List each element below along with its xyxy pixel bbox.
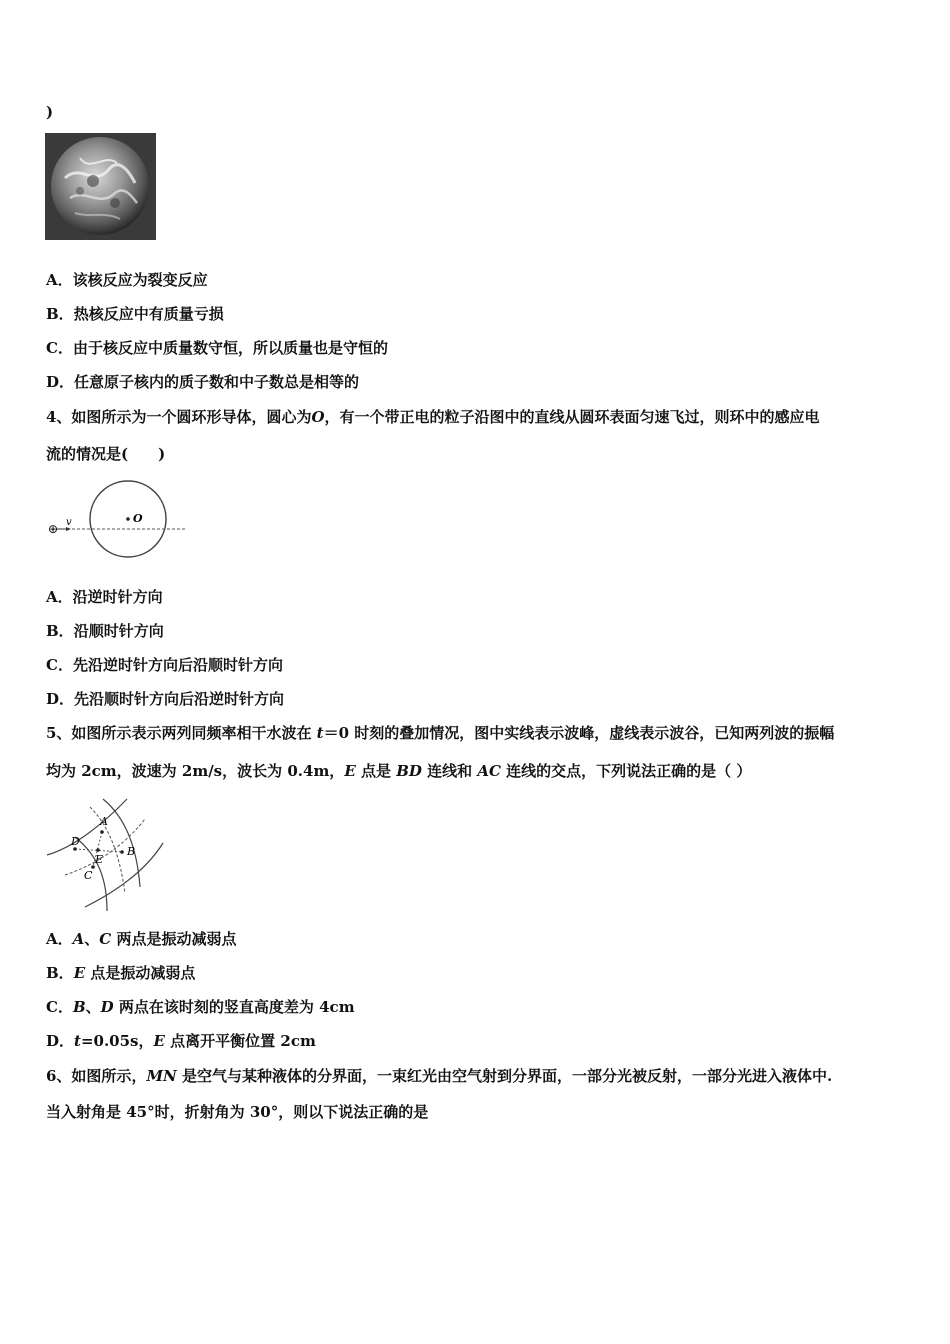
q3-option-c: C．由于核反应中质量数守恒，所以质量也是守恒的: [46, 339, 388, 357]
label-d: D: [71, 835, 80, 848]
q5-option-a: A．A、C 两点是振动减弱点: [46, 930, 237, 948]
q5-option-b: B．E 点是振动减弱点: [46, 964, 196, 982]
q6-stem-line1: 6、如图所示，MN 是空气与某种液体的分界面，一束红光由空气射到分界面，一部分光被反射，一部分光进入液体中.: [46, 1067, 833, 1085]
q5-stem-line2: 均为 2cm，波速为 2m/s，波长为 0.4m，E 点是 BD 连线和 AC 连线的交点，下列说法正确的是（ ）: [46, 762, 752, 780]
q6-stem-line2: 当入射角是 45°时，折射角为 30°，则以下说法正确的是: [46, 1103, 429, 1121]
label-e: E: [95, 853, 104, 866]
point-b: [120, 850, 124, 854]
q4-option-a: A．沿逆时针方向: [46, 588, 163, 606]
q4-stem-line2: 流的情况是( ): [46, 445, 166, 463]
label-c: C: [84, 869, 93, 882]
q4-stem-line1: 4、如图所示为一个圆环形导体，圆心为O，有一个带正电的粒子沿图中的直线从圆环表面匀速飞过，则环中的感应电: [46, 408, 820, 426]
particle-symbol: ⊕: [48, 522, 59, 536]
q4-option-b: B．沿顺时针方向: [46, 622, 164, 640]
q3-option-b: B．热核反应中有质量亏损: [46, 305, 224, 323]
center-dot: [126, 517, 130, 521]
sun-image: [45, 133, 156, 240]
label-b: B: [127, 845, 136, 858]
q3-option-a: A．该核反应为裂变反应: [46, 271, 208, 289]
center-label: O: [133, 512, 143, 525]
q4-ring-figure: [45, 478, 190, 564]
point-a: [100, 830, 104, 834]
question-fragment: ): [46, 103, 54, 121]
q5-option-d: D．t=0.05s，E 点离开平衡位置 2cm: [46, 1032, 316, 1050]
velocity-label: v: [66, 517, 72, 528]
q5-option-c: C．B、D 两点在该时刻的竖直高度差为 4cm: [46, 998, 355, 1016]
q5-wave-figure: [45, 797, 167, 917]
label-a: A: [100, 815, 108, 828]
point-e: [96, 848, 100, 852]
q3-option-d: D．任意原子核内的质子数和中子数总是相等的: [46, 373, 360, 391]
q5-stem-line1: 5、如图所示表示两列同频率相干水波在 t＝0 时刻的叠加情况，图中实线表示波峰，虚线表示波谷，已知两列波的振幅: [46, 724, 835, 742]
q4-option-c: C．先沿逆时针方向后沿顺时针方向: [46, 656, 283, 674]
q4-option-d: D．先沿顺时针方向后沿逆时针方向: [46, 690, 285, 708]
